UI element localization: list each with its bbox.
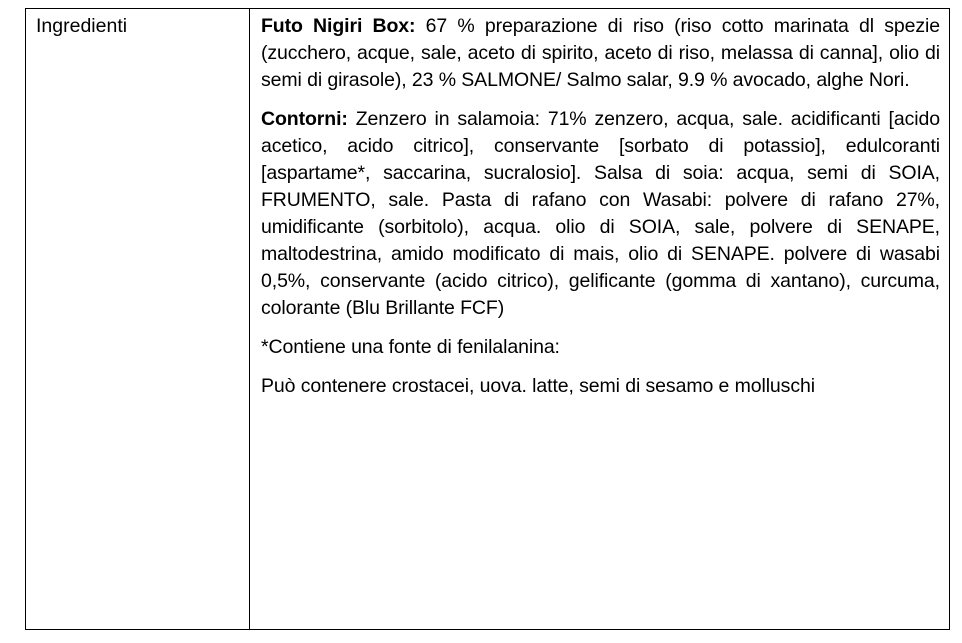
ingredients-label-cell xyxy=(26,9,250,630)
phenylalanine-note: *Contiene una fonte di fenilalanina: xyxy=(261,336,560,358)
ingredients-content-cell xyxy=(250,9,950,630)
ingredients-table xyxy=(25,8,950,630)
table-row xyxy=(26,9,950,630)
contorni-text: Zenzero in salamoia: 71% zenzero, acqua, sale. acidificanti [acido acetico, acido citrico], conservante [sorbato di potassio], edulcoranti [aspartame*, saccarina, sucralosio]. Salsa di soia: acqua, semi di SOIA, FRUMENTO, sale. Pasta di rafano con Wasabi: polvere di rafano 27%, umidificante (sorbitolo), acqua. olio di SOIA, sale, polvere di SENAPE, maltodestrina, amido modificato di mais, olio di SENAPE. polvere di wasabi 0,5%, conservante (acido citrico), gelificante (gomma di xantano), curcuma, colorante (Blu Brillante FCF) xyxy=(261,108,940,319)
contorni-heading: Contorni: xyxy=(261,108,348,130)
allergen-note: Può contenere crostacei, uova. latte, semi di sesamo e molluschi xyxy=(261,375,815,397)
futo-nigiri-box-text: 67 % preparazione di riso (riso cotto marinata dl spezie (zucchero, acque, sale, aceto di spirito, aceto di riso, melassa di canna], olio di semi di girasole), 23 % SALMONE/ Salmo salar, 9.9 % avocado, alghe Nori. xyxy=(261,15,940,91)
ingredients-label: Ingredienti xyxy=(36,15,128,37)
contorni-paragraph xyxy=(261,106,940,322)
futo-nigiri-box-paragraph xyxy=(261,13,940,94)
futo-nigiri-box-heading: Futo Nigiri Box: xyxy=(261,15,416,37)
